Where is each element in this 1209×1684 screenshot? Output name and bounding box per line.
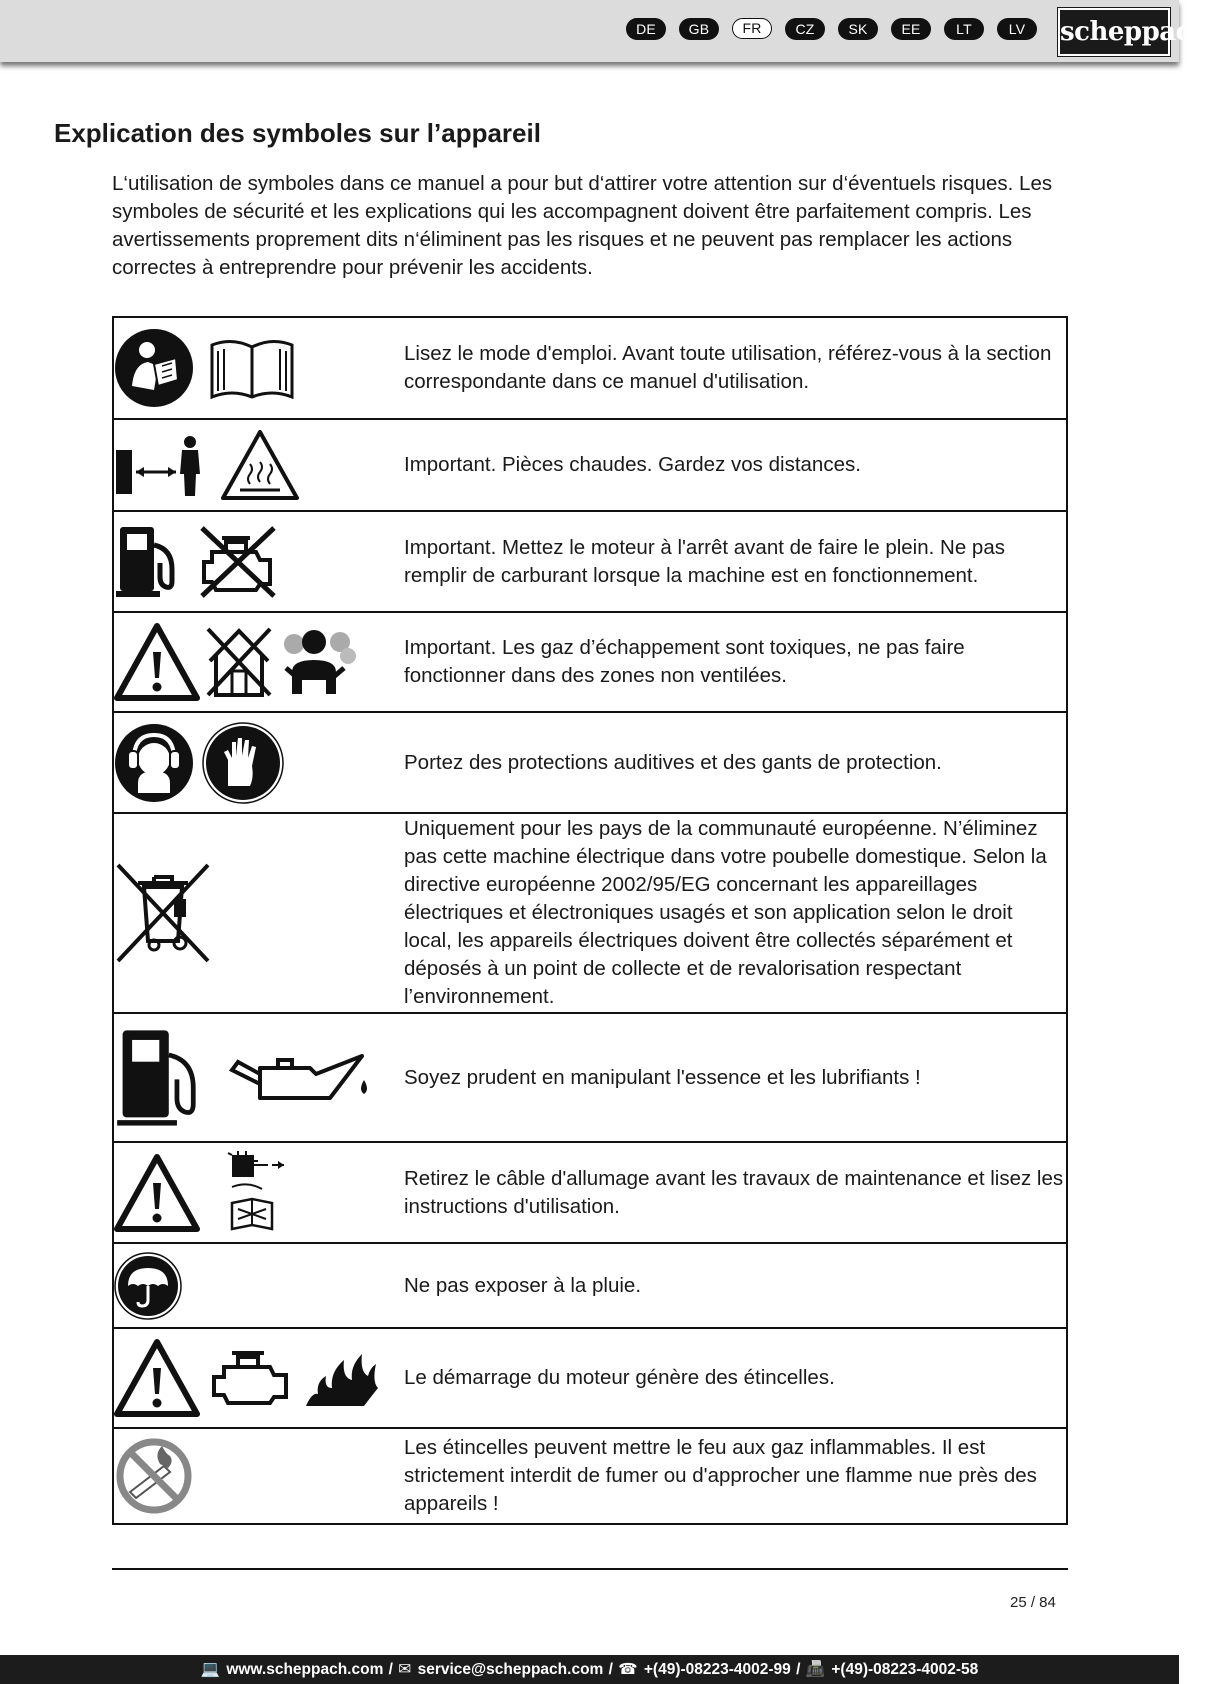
table-row	[113, 1142, 1067, 1243]
table-row	[113, 712, 1067, 813]
table-row	[113, 317, 1067, 419]
spark-plug-manual-icon	[228, 1151, 288, 1235]
email-link[interactable]: service@scheppach.com	[417, 1661, 604, 1678]
weee-bin-icon	[114, 861, 212, 965]
ear-protection-icon	[114, 723, 194, 803]
page-header	[0, 0, 1209, 62]
warning-icon	[114, 1153, 200, 1233]
row-text: Lisez le mode d'emploi. Avant toute utilisation, référez-vous à la section correspondante dans ce manuel d'utilisation.	[404, 317, 1067, 419]
website-link[interactable]: www.scheppach.com	[226, 1661, 384, 1678]
keep-distance-icon	[114, 432, 206, 498]
table-row	[113, 1013, 1067, 1142]
lang-lv[interactable]: LV	[997, 18, 1037, 40]
monitor-icon: 💻	[200, 1661, 220, 1678]
page-number: 25 / 84	[1010, 1594, 1056, 1611]
lang-sk[interactable]: SK	[838, 18, 878, 40]
lang-de[interactable]: DE	[626, 18, 666, 40]
fax-icon: 📠	[805, 1661, 826, 1678]
no-indoor-use-icon	[204, 625, 274, 699]
oil-can-icon	[230, 1050, 370, 1106]
lang-ee[interactable]: EE	[891, 18, 931, 40]
page-title: Explication des symboles sur l’appareil	[54, 118, 541, 148]
phone-icon: ☎	[618, 1661, 638, 1678]
row-text: Ne pas exposer à la pluie.	[404, 1243, 1067, 1328]
footer-bar: 💻 www.scheppach.com / ✉ service@scheppach.com / ☎ +(49)-08223-4002-99 / 📠 +(49)-08223-4002-58	[0, 1655, 1179, 1684]
table-row	[113, 813, 1067, 1013]
fuel-pump-icon	[114, 1025, 210, 1131]
warning-icon	[114, 1338, 200, 1418]
no-refuel-engine-running-icon	[198, 524, 278, 600]
row-text: Retirez le câble d'allumage avant les travaux de maintenance et lisez les instructions d'utilisation.	[404, 1142, 1067, 1243]
fax-number: +(49)-08223-4002-58	[831, 1661, 979, 1678]
phone-number: +(49)-08223-4002-99	[643, 1661, 791, 1678]
umbrella-icon	[114, 1252, 182, 1320]
footer-divider	[112, 1568, 1068, 1570]
lang-gb[interactable]: GB	[679, 18, 719, 40]
row-text: Soyez prudent en manipulant l'essence et les lubrifiants !	[404, 1013, 1067, 1142]
row-text: Les étincelles peuvent mettre le feu aux gaz inflammables. Il est strictement interdit de fumer ou d'approcher une flamme nue près des appareils !	[404, 1428, 1067, 1524]
row-text: Portez des protections auditives et des gants de protection.	[404, 712, 1067, 813]
table-row	[113, 1243, 1067, 1328]
table-row	[113, 1328, 1067, 1428]
read-manual-icon	[114, 328, 194, 408]
table-row	[113, 612, 1067, 712]
fuel-pump-icon	[114, 523, 184, 601]
intro-paragraph: L‘utilisation de symboles dans ce manuel a pour but d‘attirer votre attention sur d‘éventuels risques. Les symboles de sécurité et les explications qui les accompagnent doivent être parfaitement compris. Les avertissements proprement dits n‘éliminent pas les risques et ne peuvent pas remplacer les actions correctes à entreprendre pour prévenir les accidents.	[112, 172, 1053, 279]
open-book-icon	[208, 335, 296, 401]
hot-surface-warning-icon	[220, 428, 300, 502]
symbols-table	[112, 316, 1068, 1525]
scheppach-logo: scheppach	[1058, 8, 1170, 56]
row-text: Important. Mettez le moteur à l'arrêt avant de faire le plein. Ne pas remplir de carburant lorsque la machine est en fonctionnement.	[404, 511, 1067, 612]
lang-fr[interactable]: FR	[732, 18, 772, 39]
language-bar	[626, 18, 1037, 40]
mail-icon: ✉	[398, 1661, 412, 1678]
flame-icon	[304, 1348, 380, 1408]
gloves-icon	[202, 722, 284, 804]
engine-icon	[210, 1349, 294, 1407]
table-row	[113, 511, 1067, 612]
lang-cz[interactable]: CZ	[785, 18, 825, 40]
lang-lt[interactable]: LT	[944, 18, 984, 40]
no-smoking-icon	[114, 1436, 194, 1516]
row-text: Uniquement pour les pays de la communauté européenne. N’éliminez pas cette machine électrique dans votre poubelle domestique. Selon la directive européenne 2002/95/EG concernant les appareillages électriques et électroniques usagés et son application selon le droit local, les appareils électriques doivent être collectés séparément et déposés à un point de collecte et de revalorisation respectant l’environnement.	[404, 813, 1067, 1013]
table-row	[113, 1428, 1067, 1524]
row-text: Important. Pièces chaudes. Gardez vos distances.	[404, 419, 1067, 511]
row-text: Le démarrage du moteur génère des étincelles.	[404, 1328, 1067, 1428]
toxic-fumes-icon	[278, 624, 358, 700]
warning-icon	[114, 622, 200, 702]
row-text: Important. Les gaz d’échappement sont toxiques, ne pas faire fonctionner dans des zones non ventilées.	[404, 612, 1067, 712]
table-row	[113, 419, 1067, 511]
